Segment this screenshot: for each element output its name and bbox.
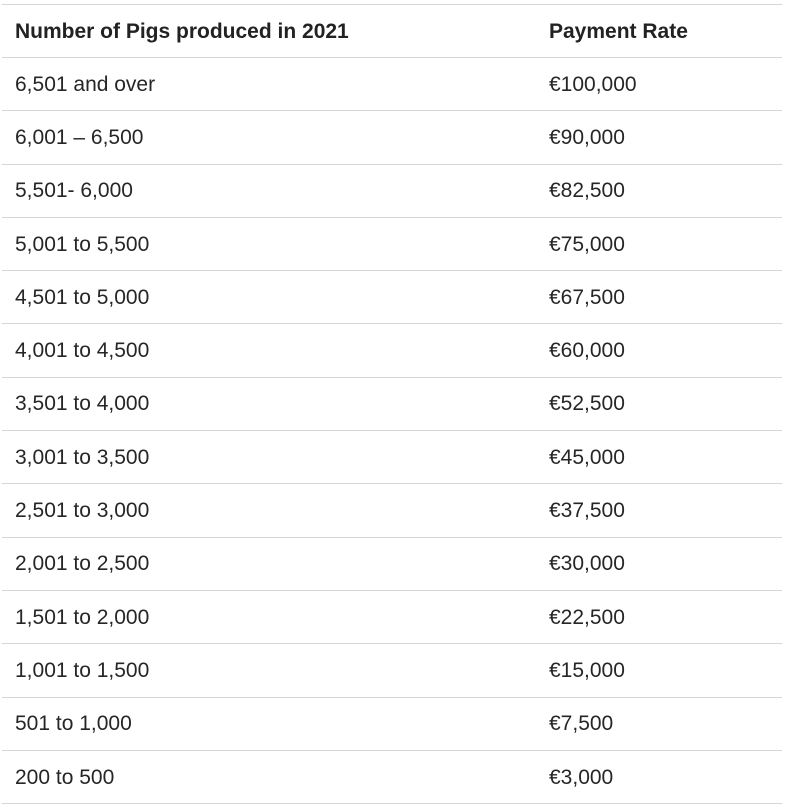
pigs-range-cell: 2,001 to 2,500	[15, 552, 150, 576]
pigs-range-cell: 4,001 to 4,500	[15, 339, 150, 363]
payment-rate-cell: €52,500	[549, 392, 625, 416]
table-row	[2, 324, 782, 377]
table-row	[2, 111, 782, 164]
table-row	[2, 58, 782, 111]
pigs-range-cell: 3,501 to 4,000	[15, 392, 150, 416]
pigs-range-cell: 5,001 to 5,500	[15, 232, 150, 256]
header-payment-rate: Payment Rate	[549, 19, 688, 43]
pigs-range-cell: 2,501 to 3,000	[15, 499, 150, 523]
pigs-range-cell: 4,501 to 5,000	[15, 285, 150, 309]
pigs-range-cell: 501 to 1,000	[15, 712, 132, 736]
table-row	[2, 271, 782, 324]
payment-rate-cell: €75,000	[549, 232, 625, 256]
table-row	[2, 537, 782, 590]
table-row	[2, 431, 782, 484]
header-pigs-produced: Number of Pigs produced in 2021	[15, 19, 349, 43]
payment-rate-cell: €3,000	[549, 765, 614, 789]
pigs-range-cell: 200 to 500	[15, 765, 115, 789]
payment-rate-cell: €60,000	[549, 339, 625, 363]
payment-rate-cell: €22,500	[549, 605, 625, 629]
pigs-range-cell: 1,501 to 2,000	[15, 605, 150, 629]
table-row	[2, 697, 782, 750]
payment-rate-cell: €67,500	[549, 285, 625, 309]
pigs-range-cell: 6,501 and over	[15, 72, 156, 96]
payment-rate-cell: €37,500	[549, 499, 625, 523]
payment-rate-cell: €45,000	[549, 445, 625, 469]
payment-rate-cell: €90,000	[549, 125, 625, 149]
payment-rate-cell: €100,000	[549, 72, 637, 96]
payment-rate-cell: €30,000	[549, 552, 625, 576]
table-row	[2, 377, 782, 430]
pigs-range-cell: 3,001 to 3,500	[15, 445, 150, 469]
payment-rate-table-container	[2, 0, 782, 804]
pigs-range-cell: 5,501- 6,000	[15, 179, 133, 203]
table-header	[2, 5, 782, 58]
header-row	[2, 5, 782, 58]
table-row	[2, 484, 782, 537]
table-row	[2, 164, 782, 217]
payment-rate-table	[2, 4, 782, 804]
pigs-range-cell: 6,001 – 6,500	[15, 125, 144, 149]
table-row	[2, 750, 782, 803]
pigs-range-cell: 1,001 to 1,500	[15, 658, 150, 682]
table-body	[2, 58, 782, 804]
payment-rate-cell: €82,500	[549, 179, 625, 203]
table-row	[2, 590, 782, 643]
table-row	[2, 217, 782, 270]
payment-rate-cell: €7,500	[549, 712, 614, 736]
table-row	[2, 644, 782, 697]
payment-rate-cell: €15,000	[549, 658, 625, 682]
